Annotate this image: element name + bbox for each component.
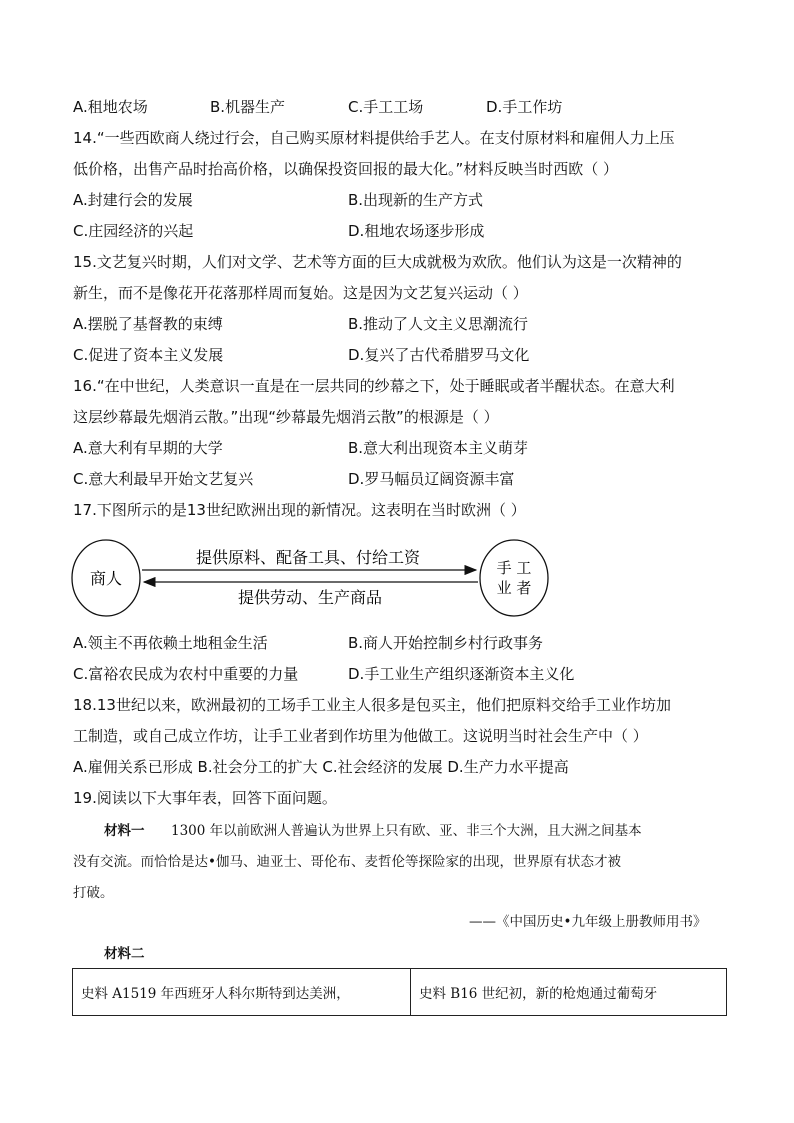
q15-stem-line1: 15.文艺复兴时期，人们对文学、艺术等方面的巨大成就极为欢欣。他们认为这是一次精神的 [73, 253, 682, 271]
bottom-arrow-label: 提供劳动、生产商品 [237, 588, 383, 607]
q13-option-c: C.手工工场 [348, 98, 424, 116]
q19-stem: 19.阅读以下大事年表，回答下面问题。 [73, 789, 337, 807]
q15-option-a: A.摆脱了基督教的束缚 [73, 315, 223, 333]
artisan-label-line1: 手 工 [496, 559, 532, 577]
q17-option-d: D.手工业生产组织逐渐资本主义化 [348, 665, 575, 683]
q16-option-d: D.罗马幅员辽阔资源丰富 [348, 470, 515, 488]
q16-stem-line2: 这层纱幕最先烟消云散。”出现“纱幕最先烟消云散”的根源是（ ） [73, 408, 499, 426]
q14-option-d: D.租地农场逐步形成 [348, 222, 485, 240]
merchant-artisan-diagram [70, 530, 550, 620]
artisan-label-line2: 业 者 [496, 579, 532, 597]
q17-stem: 17.下图所示的是13世纪欧洲出现的新情况。这表明在当时欧洲（ ） [73, 501, 526, 519]
material-1-line3: 打破。 [73, 885, 114, 901]
table-cell-left: 史料 A1519 年西班牙人科尔斯特到达美洲， [81, 986, 350, 1002]
q14-option-c: C.庄园经济的兴起 [73, 222, 194, 240]
q15-option-d: D.复兴了古代希腊罗马文化 [348, 346, 530, 364]
q18-stem-line1: 18.13世纪以来，欧洲最初的工场手工业主人很多是包买主，他们把原料交给手工业作坊加 [73, 696, 671, 714]
q17-option-a: A.领主不再依赖土地租金生活 [73, 634, 268, 652]
material-1-label: 材料一 [104, 823, 145, 839]
q15-option-b: B.推动了人文主义思潮流行 [348, 315, 529, 333]
merchant-label: 商人 [89, 569, 123, 588]
q14-stem-line1: 14.“一些西欧商人绕过行会，自己购买原材料提供给手艺人。在支付原材料和雇佣人力上压 [73, 129, 675, 147]
q14-option-b: B.出现新的生产方式 [348, 191, 484, 209]
artisan-node [480, 540, 548, 616]
q16-option-c: C.意大利最早开始文艺复兴 [73, 470, 254, 488]
material-2-label: 材料二 [104, 946, 145, 962]
q18-options: A.雇佣关系已形成 B.社会分工的扩大 C.社会经济的发展 D.生产力水平提高 [73, 758, 569, 776]
q17-option-c: C.富裕农民成为农村中重要的力量 [73, 665, 299, 683]
material-1-source: ——《中国历史•九年级上册教师用书》 [469, 914, 707, 930]
q14-option-a: A.封建行会的发展 [73, 191, 193, 209]
q16-stem-line1: 16.“在中世纪，人类意识一直是在一层共同的纱幕之下，处于睡眠或者半醒状态。在意大利 [73, 377, 675, 395]
q16-option-a: A.意大利有早期的大学 [73, 439, 223, 457]
q13-option-d: D.手工作坊 [486, 98, 563, 116]
q17-option-b: B.商人开始控制乡村行政事务 [348, 634, 544, 652]
q18-stem-line2: 工制造，或自己成立作坊，让手工业者到作坊里为他做工。这说明当时社会生产中（ ） [73, 727, 648, 745]
top-arrow-label: 提供原料、配备工具、付给工资 [195, 548, 421, 567]
material-1-line2: 没有交流。而恰恰是达•伽马、迪亚士、哥伦布、麦哲伦等探险家的出现，世界原有状态才被 [73, 854, 621, 870]
material-2-table [72, 968, 727, 1016]
q13-option-a: A.租地农场 [73, 98, 148, 116]
q15-stem-line2: 新生，而不是像花开花落那样周而复始。这是因为文艺复兴运动（ ） [73, 284, 528, 302]
q16-option-b: B.意大利出现资本主义萌芽 [348, 439, 529, 457]
q14-stem-line2: 低价格，出售产品时抬高价格，以确保投资回报的最大化。”材料反映当时西欧（ ） [73, 160, 619, 178]
material-1-line1: 1300 年以前欧洲人普遍认为世界上只有欧、亚、非三个大洲，且大洲之间基本 [171, 823, 642, 839]
q13-option-b: B.机器生产 [210, 98, 286, 116]
table-cell-right: 史料 B16 世纪初，新的枪炮通过葡萄牙 [419, 986, 658, 1002]
q15-option-c: C.促进了资本主义发展 [73, 346, 224, 364]
